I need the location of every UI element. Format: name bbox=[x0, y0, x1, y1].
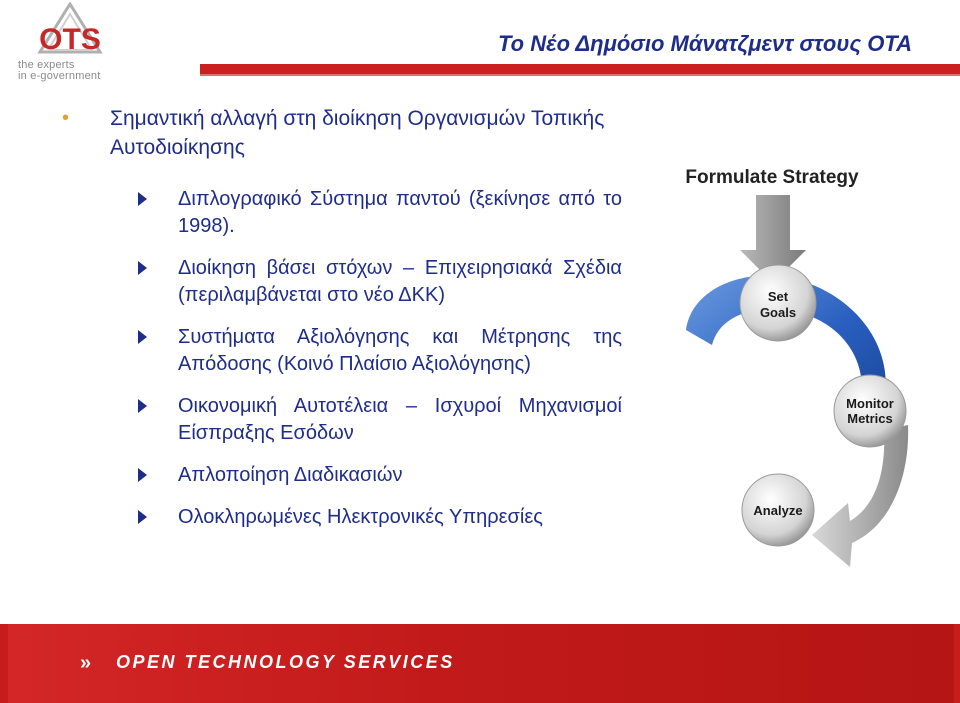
sub-bullet-item bbox=[62, 255, 622, 309]
diagram-title: Formulate Strategy bbox=[685, 167, 859, 188]
footer-text: OPEN TECHNOLOGY SERVICES bbox=[116, 652, 455, 672]
logo-tagline-line2: in e-government bbox=[18, 70, 101, 82]
chevron-right-icon: » bbox=[80, 652, 92, 674]
sub-bullet-list bbox=[62, 186, 622, 531]
sub-bullet-text: Διοίκηση βάσει στόχων – Επιχειρησιακά Σχέδια (περιλαμβάνεται στο νέο ΔΚΚ) bbox=[178, 257, 622, 306]
triangle-bullet-icon bbox=[138, 261, 147, 275]
main-bullet-text: Σημαντική αλλαγή στη διοίκηση Οργανισμών Τοπικής Αυτοδιοίκησης bbox=[110, 107, 605, 159]
bullet-content bbox=[62, 104, 622, 546]
cycle-arrow-gray-icon bbox=[812, 425, 908, 567]
logo-tagline bbox=[18, 60, 101, 82]
triangle-bullet-icon bbox=[138, 510, 147, 524]
sub-bullet-text: Διπλογραφικό Σύστημα παντού (ξεκίνησε από το 1998). bbox=[178, 188, 622, 237]
logo-tagline-line1: the experts bbox=[18, 59, 75, 71]
sub-bullet-item bbox=[62, 186, 622, 240]
sub-bullet-item bbox=[62, 462, 622, 489]
logo-text: OTS bbox=[39, 23, 101, 56]
sub-bullet-item bbox=[62, 324, 622, 378]
analyze-label: Analyze bbox=[753, 503, 803, 518]
monitor-metrics-label-1: Monitor bbox=[846, 396, 894, 411]
triangle-bullet-icon bbox=[138, 192, 147, 206]
sub-bullet-text: Ολοκληρωμένες Ηλεκτρονικές Υπηρεσίες bbox=[178, 506, 543, 528]
page-title: Το Νέο Δημόσιο Μάνατζμεντ στους ΟΤΑ bbox=[498, 31, 912, 56]
strategy-cycle-diagram bbox=[672, 155, 932, 585]
sub-bullet-text: Συστήματα Αξιολόγησης και Μέτρησης της Απόδοσης (Κοινό Πλαίσιο Αξιολόγησης) bbox=[178, 326, 622, 375]
sub-bullet-item bbox=[62, 504, 622, 531]
header-divider bbox=[200, 64, 960, 74]
triangle-bullet-icon bbox=[138, 330, 147, 344]
sub-bullet-text: Οικονομική Αυτοτέλεια – Ισχυροί Μηχανισμοί Είσπραξης Εσόδων bbox=[178, 395, 622, 444]
set-goals-label-2: Goals bbox=[759, 305, 797, 320]
bullet-dot-icon: • bbox=[62, 107, 70, 129]
set-goals-label-1: Set bbox=[767, 289, 789, 304]
header-divider-thin bbox=[200, 74, 960, 76]
sub-bullet-item bbox=[62, 393, 622, 447]
main-bullet bbox=[62, 104, 622, 162]
sub-bullet-text: Απλοποίηση Διαδικασιών bbox=[178, 464, 403, 486]
triangle-bullet-icon bbox=[138, 399, 147, 413]
footer-banner bbox=[0, 624, 960, 703]
monitor-metrics-label-2: Metrics bbox=[847, 411, 893, 426]
triangle-bullet-icon bbox=[138, 468, 147, 482]
